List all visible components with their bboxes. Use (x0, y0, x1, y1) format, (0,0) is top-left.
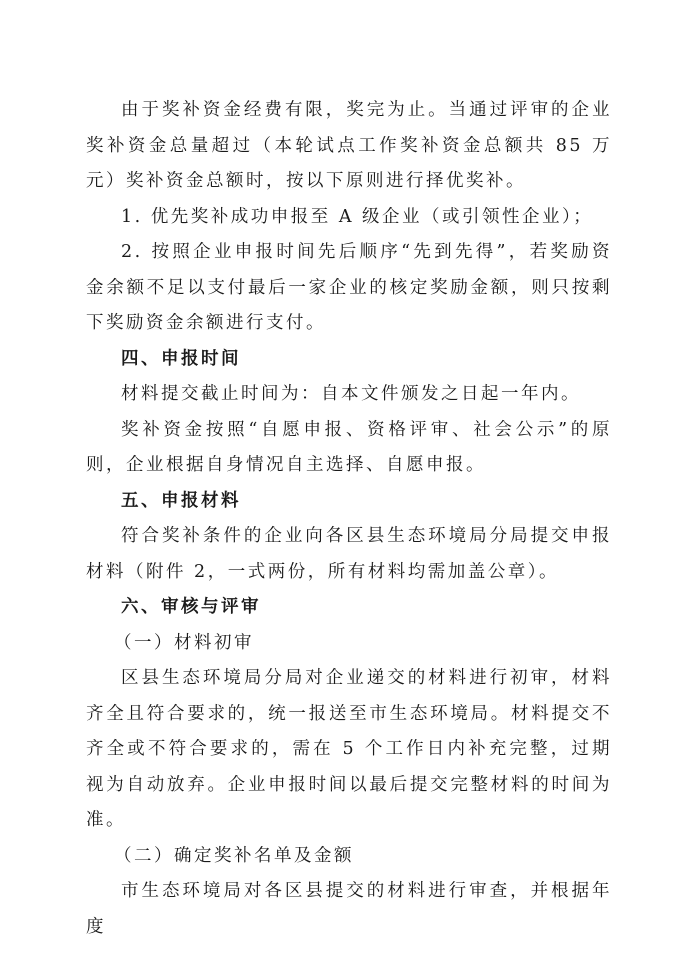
paragraph-funding-limit: 由于奖补资金经费有限，奖完为止。当通过评审的企业奖补资金总量超过（本轮试点工作奖补资金总额共 85 万元）奖补资金总额时，按以下原则进行择优奖补。 (86, 100, 612, 191)
paragraph-award-review: 市生态环境局对各区县提交的材料进行审查，并根据年度 (86, 881, 612, 937)
subheading-initial-review: （一）材料初审 (114, 632, 254, 653)
section-heading-application-materials: 五、申报材料 (121, 490, 241, 511)
paragraph-deadline: 材料提交截止时间为：自本文件颁发之日起一年内。 (121, 384, 581, 404)
section-heading-review: 六、审核与评审 (121, 597, 261, 617)
paragraph-principle: 奖补资金按照“自愿申报、资格评审、社会公示”的原则，企业根据自身情况自主选择、自愿申报。 (86, 419, 612, 475)
paragraph-materials: 符合奖补条件的企业向各区县生态环境局分局提交申报材料（附件 2，一式两份，所有材料均需加盖公章）。 (86, 526, 612, 582)
section-heading-application-time: 四、申报时间 (121, 348, 241, 369)
paragraph-initial-review: 区县生态环境局分局对企业递交的材料进行初审，材料齐全且符合要求的，统一报送至市生态环境局。材料提交不齐全或不符合要求的，需在 5 个工作日内补充完整，过期视为自动放弃。企业申报时间以最后提交完整材料的时间为准。 (86, 668, 612, 830)
paragraph-rule-2: 2. 按照企业申报时间先后顺序“先到先得”，若奖励资金余额不足以支付最后一家企业的核定奖励金额，则只按剩下奖励资金余额进行支付。 (86, 242, 612, 333)
paragraph-rule-1: 1. 优先奖补成功申报至 A 级企业（或引领性企业）； (121, 206, 594, 227)
subheading-award-list: （二）确定奖补名单及金额 (114, 845, 354, 866)
